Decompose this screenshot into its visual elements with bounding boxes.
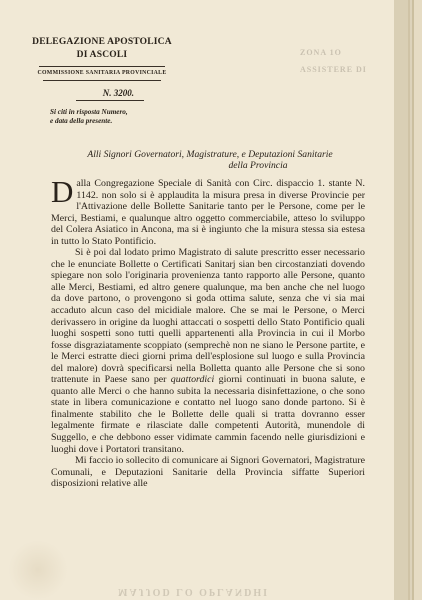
show-through-footer: MAJJOD LO OPLANDHI	[118, 586, 269, 597]
number-underline	[76, 100, 144, 101]
divider	[39, 66, 165, 67]
paper-stain	[8, 540, 68, 600]
salutation-line: Alli Signori Governatori, Magistrature, e Deputazioni Sanitarie	[87, 149, 333, 160]
paragraph-text: giorni continuati in buona salute, e quanto alle Merci o che hanno subita la necessaria disinfettazione, o che sono state in libera comunicazione e contatto nel luogo sano donde partono. Si è finalmente stabilito che le Bollette delle quali si tratta dovranno esser legalmente firmate e rilasciate dalle competenti Autorità, munendole di Suggello, e che debbono esser vidimate cammin facendo nelle giurisdizioni e luoghi dove i Portatori transitano.	[51, 374, 366, 455]
page-edge	[394, 0, 408, 600]
paragraph-3	[51, 455, 365, 490]
salutation	[40, 149, 380, 171]
emphasis-text: quattordici	[170, 374, 215, 386]
letterhead	[32, 36, 172, 126]
reply-note-line: e data della presente.	[50, 117, 113, 125]
show-through-line: ASSISTERE DI	[300, 65, 367, 74]
delegation-city: DI ASCOLI	[76, 50, 128, 60]
commission-title: COMMISSIONE SANITARIA PROVINCIALE	[37, 70, 167, 76]
reply-note-line: Si citi in risposta Numero,	[50, 108, 128, 116]
drop-cap: D	[51, 174, 74, 209]
paragraph-text: Si è poi dal lodato primo Magistrato di salute prescritto esser necessario che le enunciate Bollette o Certificati Sanitarj sian ben circostanziati dovendo spiegare non solo l'originaria provenienza tanto rapporto alle Persone, quanto alle Merci, Bestiami, ed altro genere qualunque, ma ben anche che nel luogo da dove partono, o provengono si goda ottima salute, senza che vi sia mai accaduto alcun caso del micidiale malore. Che se mai le Persone, o Merci derivassero in origine da luoghi attaccati o sospetti dello Stato Pontificio quali luoghi sospetti sono tutti quelli appartenenti alla Provincia in cui il Morbo fosse disgraziatamente scoppiato (semprechè non ne siano le Persone partite, e le Merci estratte dieci giorni prima dell'esplosione sul luogo e sulla Provincia del malore) dovrà specificarsi nella Bolletta quanto alle Persone che si sono trattenute in Paese sano per	[51, 247, 365, 386]
paragraph-text: Mi faccio io sollecito di comunicare ai Signori Governatori, Magistrature Comunali, e Deputazioni Sanitarie della Provincia siffatte Superiori disposizioni relative alle	[51, 455, 365, 490]
divider	[43, 80, 161, 81]
salutation-line: della Provincia	[228, 160, 288, 171]
letter-body	[51, 174, 366, 490]
paragraph-text: alla Congregazione Speciale di Sanità con Circ. dispaccio 1. stante N. 1142. non solo si è applaudita la misura presa in diverse Provincie per l'Attivazione delle Bollette Sanitarie tanto per le Persone, come per le Merci, Bestiami, e qualunque altro oggetto commerciabile, atteso lo sviluppo del Colera Asiatico in Ancona, ma si è ingiunto che la misura stessa sia estesa in tutto lo Stato Pontificio.	[51, 178, 365, 247]
delegation-title: DELEGAZIONE APOSTOLICA	[32, 37, 172, 47]
paragraph-2	[51, 247, 365, 455]
paragraph-1	[51, 174, 365, 247]
show-through-text	[300, 44, 400, 78]
show-through-line: ZONA 1O	[300, 48, 342, 57]
protocol-number: N. 3200.	[102, 88, 134, 98]
reply-instructions	[32, 108, 172, 126]
